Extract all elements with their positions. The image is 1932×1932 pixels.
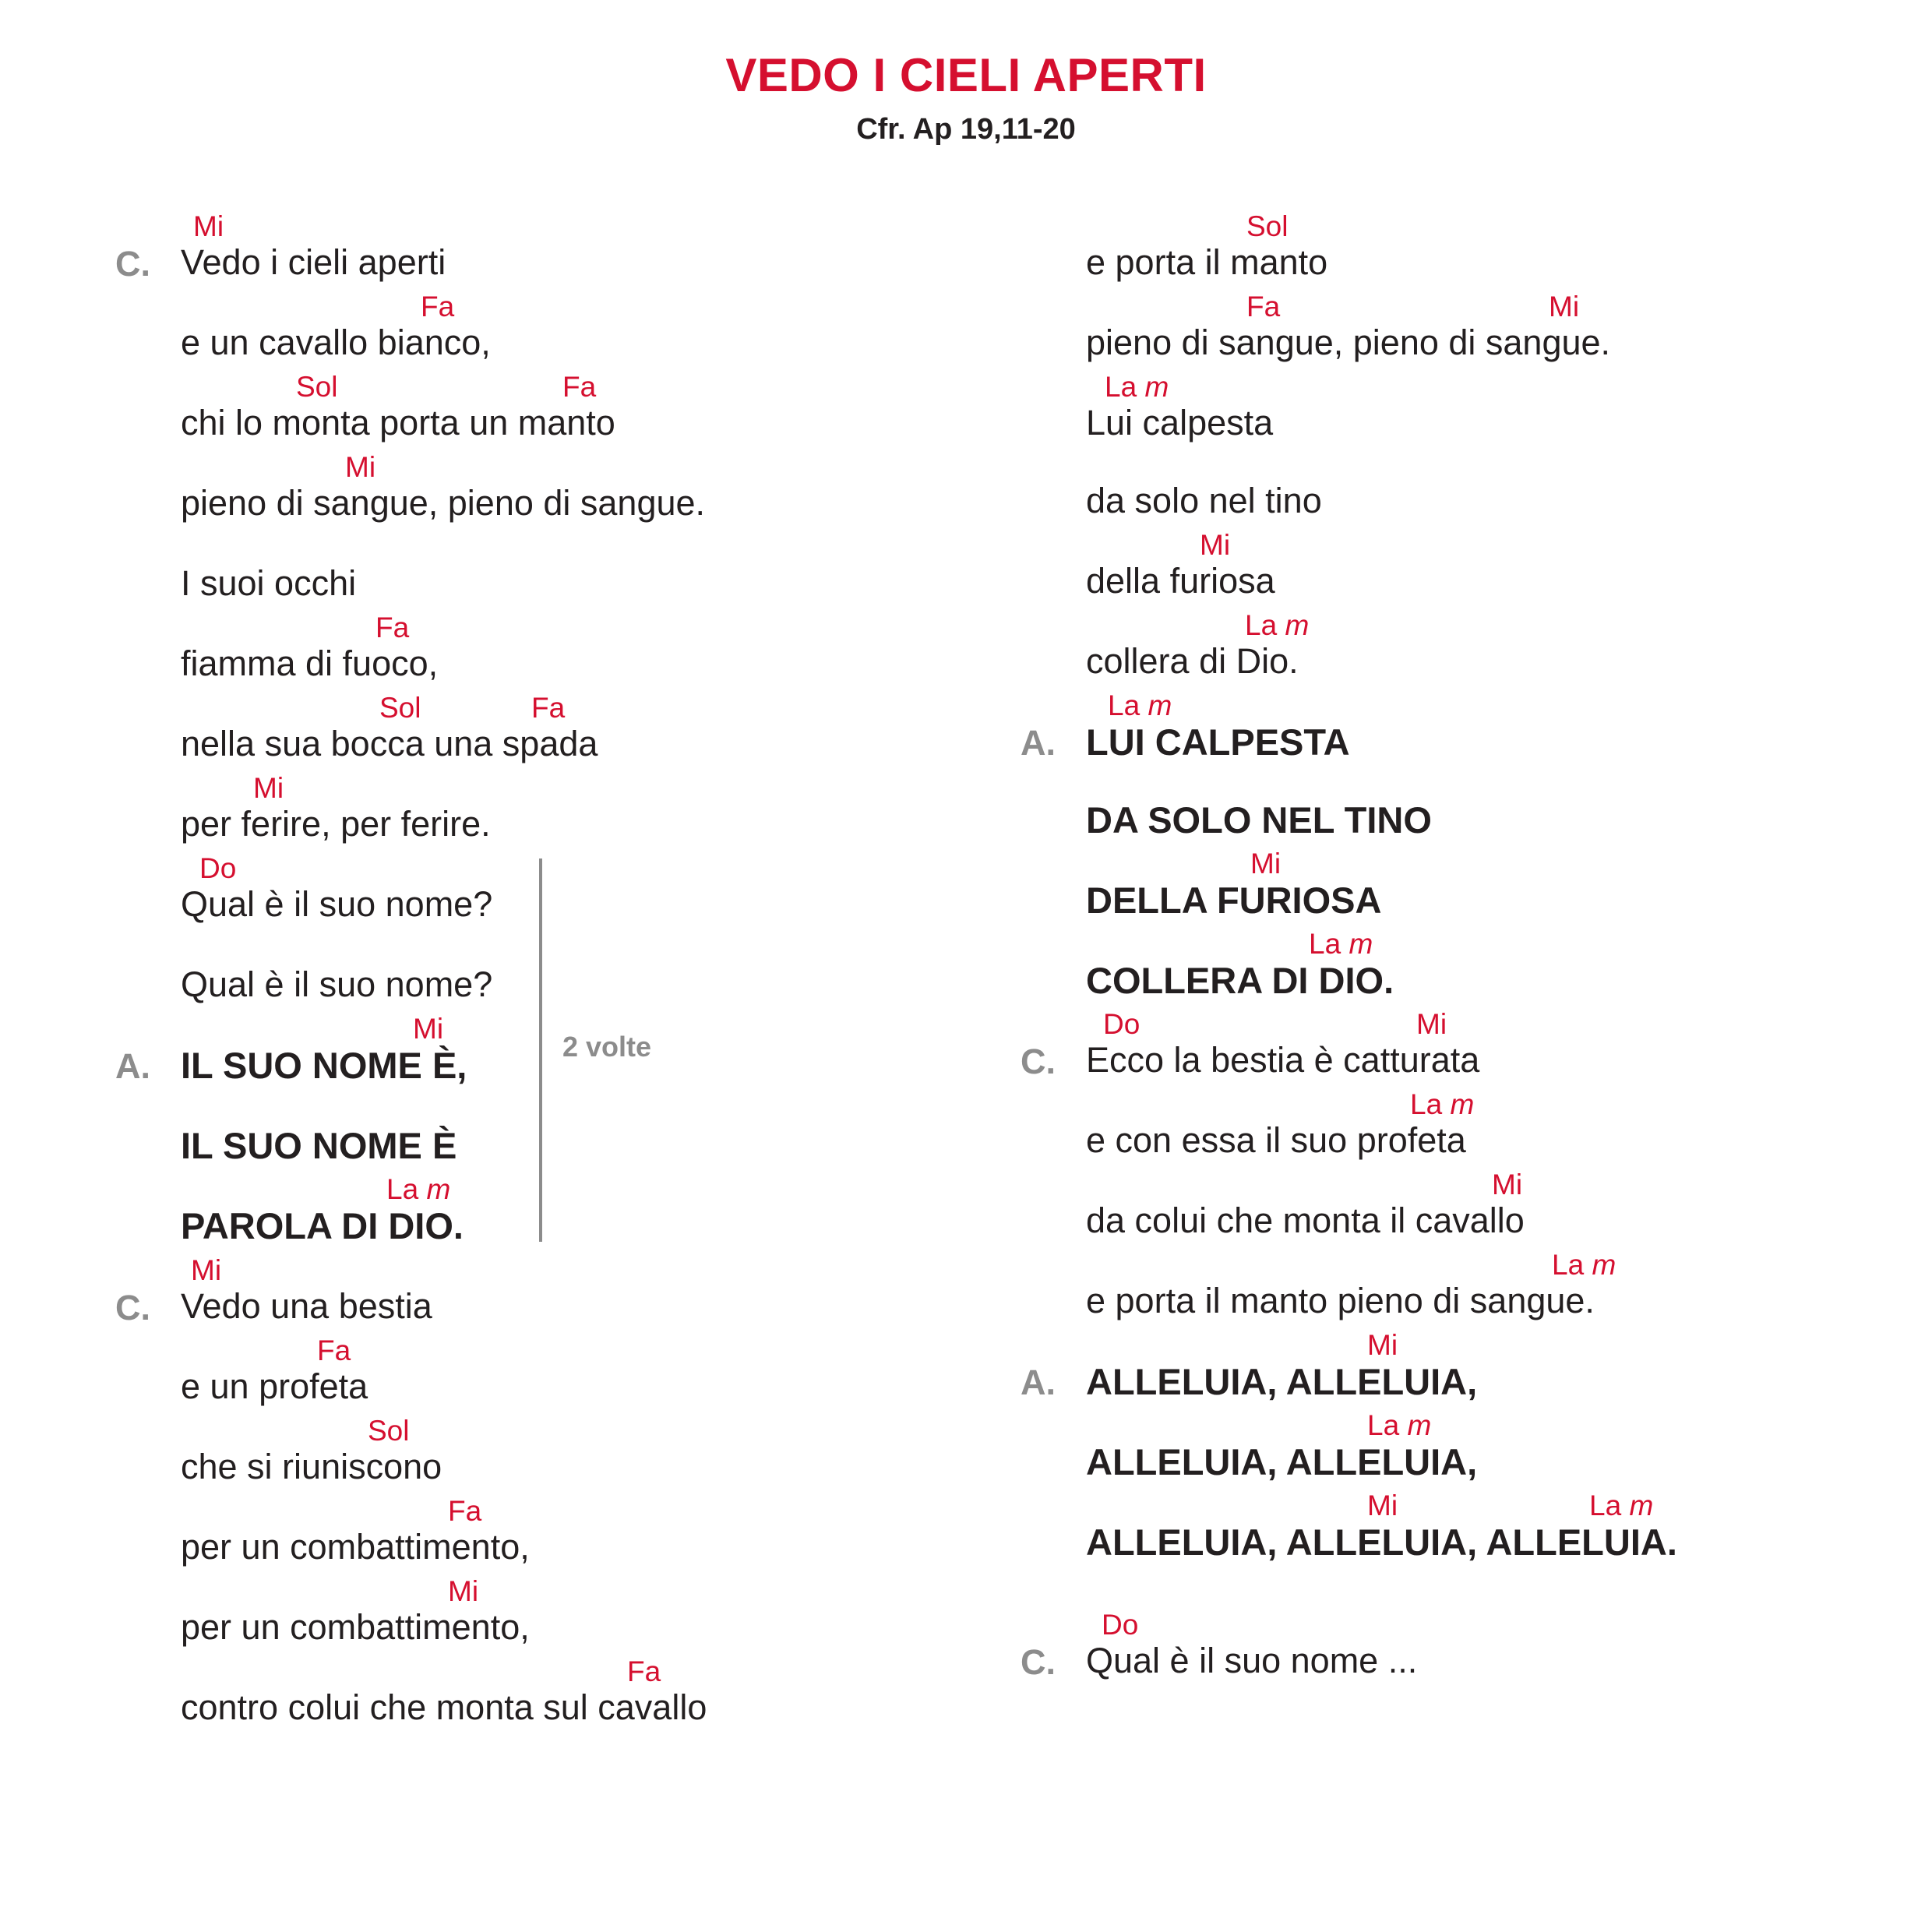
lyric-line: della furiosa — [1086, 561, 1275, 601]
chord-la-minor — [1410, 1090, 1474, 1119]
chord: Mi — [253, 772, 284, 804]
chord: Mi — [1549, 291, 1580, 323]
chord-minor: m — [1285, 609, 1310, 641]
chord: Fa — [627, 1655, 661, 1687]
chord: Mi — [448, 1575, 479, 1607]
chord: Do — [1103, 1008, 1141, 1040]
section-marker-cantor: C. — [115, 1288, 150, 1327]
lyric-line: ALLELUIA, ALLELUIA, — [1086, 1361, 1478, 1402]
chord: Mi — [1367, 1329, 1398, 1361]
chord: Mi — [1367, 1490, 1398, 1521]
chord-root: La — [1309, 928, 1341, 960]
section-marker-cantor: C. — [115, 244, 150, 284]
scripture-reference: Cfr. Ap 19,11-20 — [856, 113, 1076, 146]
lyric-line: Qual è il suo nome? — [181, 964, 493, 1004]
lyric-line: per ferire, per ferire. — [181, 804, 491, 844]
section-marker-assembly: A. — [115, 1046, 150, 1086]
lyric-line: Qual è il suo nome? — [181, 884, 493, 924]
chord: Mi — [193, 210, 224, 242]
repeat-label: 2 volte — [562, 1031, 652, 1063]
lyric-line: per un combattimento, — [181, 1527, 530, 1567]
lyric-line: pieno di sangue, pieno di sangue. — [181, 483, 706, 523]
chord-root: La — [1589, 1490, 1622, 1521]
chord: Mi — [1416, 1008, 1447, 1040]
chord-root: La — [1552, 1249, 1585, 1281]
lyric-line: che si riuniscono — [181, 1447, 442, 1486]
chord-root: La — [1105, 371, 1137, 403]
chord-minor: m — [1144, 371, 1169, 403]
lyric-line: e porta il manto pieno di sangue. — [1086, 1281, 1595, 1320]
lyric-line: Lui calpesta — [1086, 403, 1274, 442]
chord-root: La — [1410, 1088, 1443, 1120]
lyric-line: Vedo i cieli aperti — [181, 242, 446, 282]
chord-root: La — [1108, 689, 1141, 721]
chord: Fa — [448, 1495, 482, 1527]
lyric-line: PAROLA DI DIO. — [181, 1205, 464, 1246]
lyric-line: Ecco la bestia è catturata — [1086, 1040, 1480, 1080]
chord: Mi — [345, 451, 376, 483]
chord: Do — [1102, 1609, 1139, 1641]
chord: Sol — [379, 692, 421, 724]
chord: Mi — [413, 1013, 444, 1045]
lyric-line: IL SUO NOME È, — [181, 1045, 467, 1086]
chord-la-minor — [1367, 1411, 1431, 1440]
lyric-line: e con essa il suo profeta — [1086, 1120, 1466, 1160]
lyric-line: Qual è il suo nome ... — [1086, 1641, 1418, 1680]
chord-la-minor — [1589, 1491, 1653, 1520]
chord: Do — [199, 852, 237, 884]
chord: Fa — [317, 1334, 351, 1366]
chord: Sol — [1246, 210, 1289, 242]
chord-la-minor — [1309, 929, 1373, 958]
lyric-line: COLLERA DI DIO. — [1086, 960, 1394, 1001]
chord-minor: m — [1629, 1490, 1654, 1521]
lyric-line: chi lo monta porta un manto — [181, 403, 615, 442]
lyric-line: da solo nel tino — [1086, 481, 1322, 520]
chord: Fa — [562, 371, 597, 403]
lyric-line: per un combattimento, — [181, 1607, 530, 1647]
lyric-line: DA SOLO NEL TINO — [1086, 799, 1432, 841]
chord-la-minor — [1552, 1250, 1616, 1279]
chord: Fa — [421, 291, 455, 323]
chord-minor: m — [1349, 928, 1373, 960]
lyric-line: pieno di sangue, pieno di sangue. — [1086, 323, 1611, 362]
chord: Sol — [368, 1415, 410, 1447]
chord-minor: m — [426, 1173, 451, 1205]
chord: Mi — [1250, 848, 1282, 880]
song-title: VEDO I CIELI APERTI — [725, 49, 1207, 101]
lyric-line: I suoi occhi — [181, 563, 357, 603]
chord-root: La — [1367, 1409, 1400, 1441]
chord-minor: m — [1450, 1088, 1475, 1120]
chord: Fa — [531, 692, 566, 724]
section-marker-assembly: A. — [1021, 723, 1056, 763]
lyric-line: e un profeta — [181, 1366, 368, 1406]
lyric-line: e un cavallo bianco, — [181, 323, 491, 362]
lyric-line: collera di Dio. — [1086, 641, 1299, 681]
lyric-line: nella sua bocca una spada — [181, 724, 598, 763]
chord-root: La — [386, 1173, 419, 1205]
chord: Mi — [1492, 1169, 1523, 1200]
lyric-line: e porta il manto — [1086, 242, 1328, 282]
chord: Fa — [1246, 291, 1281, 323]
section-marker-cantor: C. — [1021, 1042, 1056, 1081]
lyric-line: da colui che monta il cavallo — [1086, 1200, 1525, 1240]
chord: Fa — [375, 612, 410, 643]
chord-minor: m — [1148, 689, 1172, 721]
chord-la-minor — [1108, 691, 1172, 720]
lyric-line: ALLELUIA, ALLELUIA, ALLELUIA. — [1086, 1521, 1677, 1563]
chord-la-minor — [1105, 372, 1169, 401]
chord-la-minor — [1245, 611, 1309, 640]
section-marker-cantor: C. — [1021, 1642, 1056, 1682]
lyric-line: LUI CALPESTA — [1086, 721, 1350, 763]
chord-minor: m — [1592, 1249, 1616, 1281]
chord-la-minor — [386, 1175, 450, 1204]
section-marker-assembly: A. — [1021, 1363, 1056, 1402]
lyric-line: contro colui che monta sul cavallo — [181, 1687, 707, 1727]
repeat-bracket — [539, 858, 542, 1242]
chord: Mi — [191, 1254, 222, 1286]
chord-root: La — [1245, 609, 1278, 641]
lyric-line: DELLA FURIOSA — [1086, 880, 1382, 921]
lyric-line: IL SUO NOME È — [181, 1125, 457, 1166]
chord: Sol — [296, 371, 338, 403]
lyric-line: Vedo una bestia — [181, 1286, 432, 1326]
chord-minor: m — [1407, 1409, 1432, 1441]
lyric-line: ALLELUIA, ALLELUIA, — [1086, 1441, 1478, 1482]
lyric-line: fiamma di fuoco, — [181, 643, 439, 683]
chord: Mi — [1200, 529, 1231, 561]
